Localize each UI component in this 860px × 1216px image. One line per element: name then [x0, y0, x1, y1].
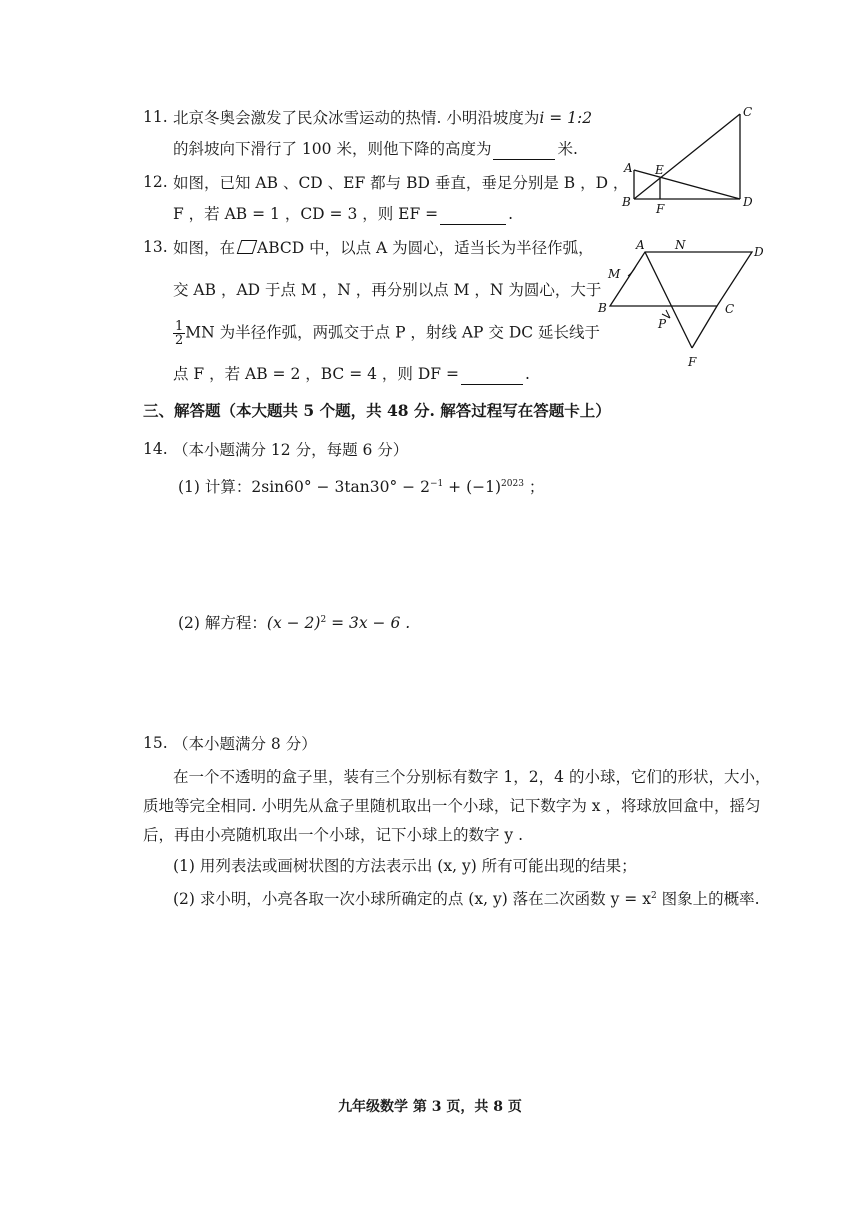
line-cf	[692, 306, 717, 348]
label-d: D	[743, 195, 753, 209]
q15-header: （本小题满分 8 分）	[173, 735, 317, 753]
label-b: B	[598, 301, 607, 315]
label-e: E	[655, 163, 664, 177]
label-d: D	[754, 245, 764, 259]
label-c: C	[725, 302, 735, 316]
half-fraction: $\frac{1}{2}$	[175, 319, 184, 348]
q15-part1: (1) 用列表法或画树状图的方法表示出 (x, y) 所有可能出现的结果；	[173, 857, 637, 875]
q11-number: 11.	[143, 108, 168, 126]
q13-answer-blank	[461, 364, 523, 385]
section3-heading: 三、解答题（本大题共 5 个题，共 48 分. 解答过程写在答题卡上）	[143, 401, 611, 420]
label-a: A	[624, 161, 633, 175]
q13-line2: 交 AB ，AD 于点 M ，N ，再分别以点 M ，N 为圆心，大于	[173, 281, 602, 299]
page-footer: 九年级数学 第 3 页，共 8 页	[338, 1099, 522, 1115]
q13-line1: 如图，在 ABCD 中，以点 A 为圆心，适当长为半径作弧，	[173, 239, 594, 257]
q11-line1: 北京冬奥会激发了民众冰雪运动的热情. 小明沿坡度为i = 1:2	[173, 109, 593, 127]
label-c: C	[743, 105, 753, 119]
q14-part1: (1) 计算：$2\sin 60^\circ - 3\tan 30^\circ - 2^{-1} + (-1)^{2023}$ ；	[178, 478, 545, 497]
label-b: B	[622, 195, 631, 209]
q15-number: 15.	[143, 734, 168, 752]
q15-part2: (2) 求小明，小亮各取一次小球所确定的点 (x, y) 落在二次函数 $y = x^2$ 图象上的概率.	[173, 890, 760, 909]
parallelogram-symbol-icon	[237, 240, 258, 254]
q14-number: 14.	[143, 440, 168, 458]
label-a: A	[636, 238, 645, 252]
q13-figure	[592, 236, 774, 372]
q12-answer-blank	[440, 204, 506, 225]
q11-answer-blank	[493, 139, 555, 160]
ray-ap	[645, 252, 692, 348]
parallelogram-abcd	[610, 252, 752, 306]
label-f: F	[656, 202, 665, 214]
q15-para-line2: 质地等完全相同. 小明先从盒子里随机取出一个小球，记下数字为 x ，将球放回盒中，摇匀	[143, 797, 761, 815]
line-ad	[634, 170, 740, 199]
q15-para-line1: 在一个不透明的盒子里，装有三个分别标有数字 1，2，4 的小球，它们的形状，大小，	[173, 768, 771, 786]
q14-header: （本小题满分 12 分，每题 6 分）	[173, 441, 409, 459]
label-p: P	[658, 317, 667, 331]
q12-line1: 如图，已知 AB 、CD 、EF 都与 BD 垂直，垂足分别是 B ，D ，	[173, 174, 629, 192]
q14-part2: (2) 解方程：$(x - 2)^2 = 3x - 6$ .	[178, 614, 411, 633]
q13-line3: $\frac{1}{2}$ MN 为半径作弧，两弧交于点 P ，射线 AP 交 DC 延长线于	[175, 319, 601, 348]
q11-line2: 的斜坡向下滑行了 100 米，则他下降的高度为 米.	[173, 140, 578, 158]
q13-number: 13.	[143, 238, 168, 256]
q15-para-line3: 后，再由小亮随机取出一个小球，记下小球上的数字 y .	[143, 826, 524, 844]
q12-figure	[612, 102, 762, 214]
q13-line4: 点 F ，若 AB = 2 ，BC = 4 ，则 DF = .	[173, 365, 530, 383]
label-f: F	[688, 355, 697, 369]
q12-number: 12.	[143, 173, 168, 191]
line-bc	[634, 114, 740, 199]
q11-slope: i = 1:2	[539, 109, 593, 127]
label-m: M	[608, 267, 621, 281]
label-n: N	[675, 238, 686, 252]
q12-line2: F ，若 AB = 1 ，CD = 3 ，则 EF = .	[173, 205, 514, 223]
